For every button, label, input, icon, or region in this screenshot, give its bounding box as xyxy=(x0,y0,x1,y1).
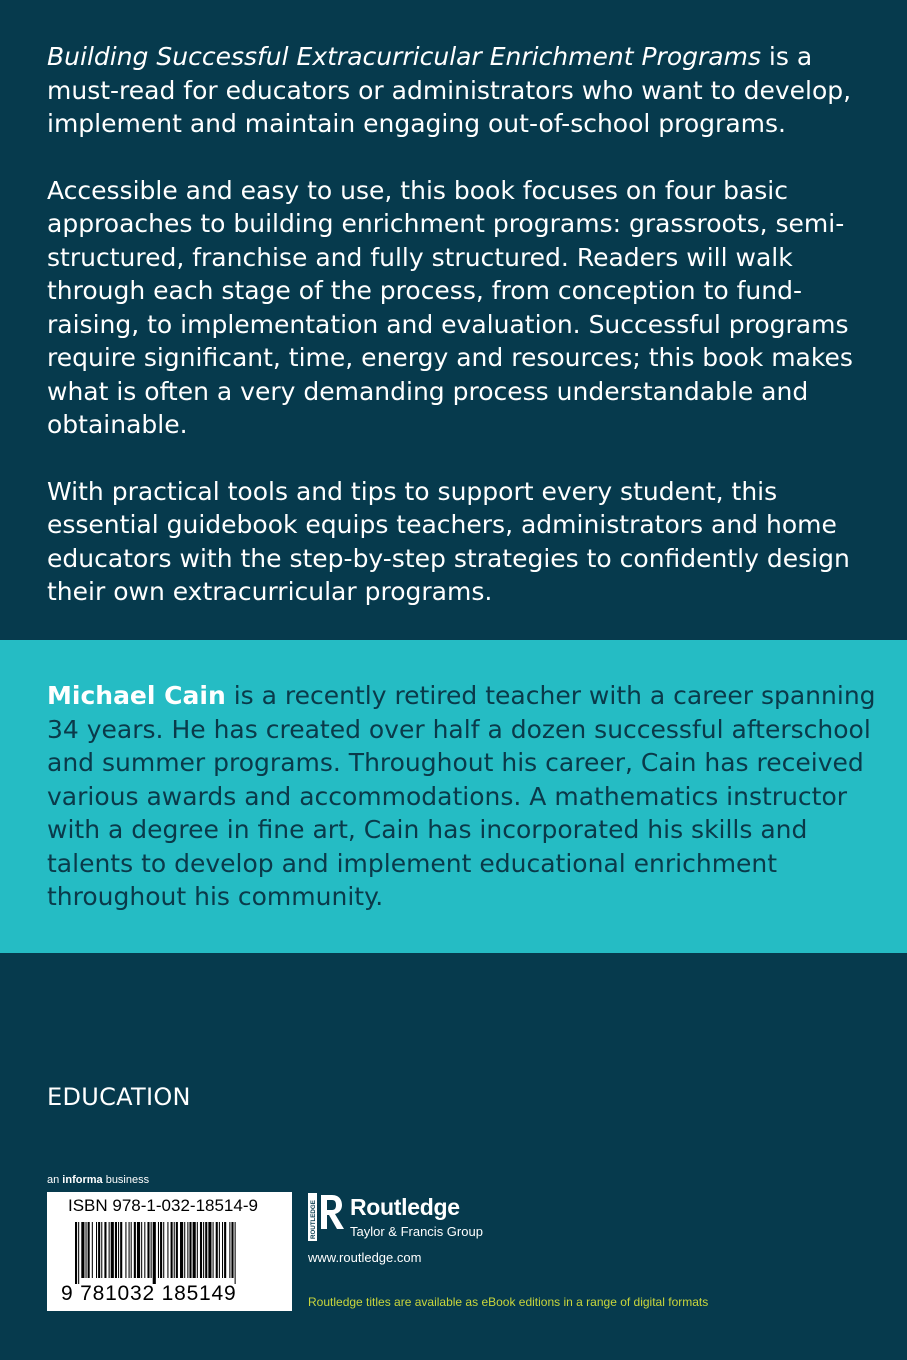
barcode-bar xyxy=(144,1222,145,1278)
barcode-bar xyxy=(216,1222,218,1278)
routledge-logo-letters: ROUTLEDGE xyxy=(309,1200,317,1239)
isbn-barcode xyxy=(47,1192,292,1311)
barcode-bar xyxy=(129,1222,130,1278)
barcode-bar xyxy=(222,1222,223,1278)
barcode-bar xyxy=(200,1222,202,1278)
barcode-bar xyxy=(125,1222,126,1278)
barcode-bar xyxy=(187,1222,188,1278)
barcode-bar xyxy=(81,1222,84,1278)
barcode-bar xyxy=(167,1222,168,1278)
blurb-paragraph-2: Accessible and easy to use, this book focuses on four basic approaches to building enrichment programs: grassroots, semi-structured, franchise and fully structured. Readers will walk through each stage of the process, from conception to fund-raising, to implementation and evaluation. Successful programs require significant, time, energy and resources; this book makes what is often a very demanding process understandable and obtainable. xyxy=(47,175,853,439)
book-title: Building Successful Extracurricular Enrichment Programs xyxy=(47,42,761,71)
publisher-url[interactable]: www.routledge.com xyxy=(308,1250,422,1265)
barcode-bar xyxy=(98,1222,100,1278)
ebook-availability-note: Routledge titles are available as eBook editions in a range of digital formats xyxy=(308,1295,709,1309)
barcode-bar xyxy=(141,1222,142,1278)
barcode-bar xyxy=(208,1222,211,1278)
informa-prefix: an xyxy=(47,1174,63,1186)
barcode-bar xyxy=(92,1222,93,1278)
barcode-bar xyxy=(88,1222,90,1278)
barcode-bar xyxy=(118,1222,119,1278)
barcode-bar xyxy=(163,1222,164,1278)
barcode-bar xyxy=(174,1222,175,1278)
barcode-bar xyxy=(115,1222,117,1278)
barcode-digits: 9 781032 185149 xyxy=(61,1282,237,1305)
isbn-number: ISBN 978-1-032-18514-9 xyxy=(68,1196,258,1215)
barcode-bar xyxy=(120,1222,122,1278)
barcode-bar xyxy=(224,1222,226,1278)
barcode-bar xyxy=(184,1222,185,1278)
informa-suffix: business xyxy=(102,1174,150,1186)
blurb-paragraph-3: With practical tools and tips to support every student, this essential guidebook equips teachers, administrators and home educators with the step-by-step strategies to confidently design their own extracurricular programs. xyxy=(47,476,850,606)
author-bio-band xyxy=(0,640,907,953)
barcode-bar xyxy=(75,1222,77,1284)
barcode-bar xyxy=(193,1222,196,1278)
barcode-bar xyxy=(96,1222,97,1278)
author-bio-text: is a recently retired teacher with a career spanning 34 years. He has created over half a dozen successful afterschool and summer programs. Throughout his career, Cain has received various awards and accommodations. A mathematics instructor with a degree in fine art, Cain has incorporated his skills and talents to develop and implement educational enrichment throughout his community. xyxy=(47,681,876,911)
barcode-bar xyxy=(134,1222,136,1278)
publisher-group: Taylor & Francis Group xyxy=(350,1224,483,1239)
barcode-bar xyxy=(101,1222,102,1278)
barcode-bar xyxy=(205,1222,207,1278)
barcode-bar xyxy=(176,1222,178,1278)
barcode-bar xyxy=(104,1222,106,1278)
barcode-bar xyxy=(180,1222,183,1278)
barcode-bar xyxy=(171,1222,173,1278)
routledge-logo-icon xyxy=(308,1193,348,1241)
barcode-bar xyxy=(137,1222,140,1278)
barcode-bar xyxy=(189,1222,191,1278)
barcode-bar xyxy=(229,1222,230,1278)
informa-business-line xyxy=(47,1174,149,1186)
barcode-bar xyxy=(151,1222,152,1278)
barcode-bar xyxy=(111,1222,114,1278)
barcode-bar xyxy=(219,1222,220,1278)
barcode-bar xyxy=(213,1222,214,1278)
barcode-bar xyxy=(160,1222,162,1278)
author-bio xyxy=(47,679,877,914)
publisher-name: Routledge xyxy=(350,1194,460,1220)
blurb-paragraph-1 xyxy=(47,40,877,141)
subject-category: EDUCATION xyxy=(47,1083,191,1111)
author-name: Michael Cain xyxy=(47,681,226,710)
barcode-bar xyxy=(203,1222,204,1278)
book-description xyxy=(47,40,877,642)
blurb-paragraph-1-text: is a must-read for educators or administrators who want to develop, implement and maintain engaging out-of-school programs. xyxy=(47,42,852,138)
barcode-bar xyxy=(147,1222,149,1278)
barcode-bar xyxy=(231,1222,233,1278)
informa-brand: informa xyxy=(62,1174,103,1186)
barcode-bar xyxy=(86,1222,87,1278)
barcode-bar xyxy=(197,1222,198,1278)
barcode-bar xyxy=(78,1222,79,1284)
barcode-bar xyxy=(153,1222,156,1284)
barcode-icon xyxy=(75,1222,280,1284)
barcode-bar xyxy=(109,1222,110,1278)
barcode-bar xyxy=(131,1222,132,1278)
barcode-bar xyxy=(158,1222,159,1278)
barcode-bar xyxy=(235,1222,236,1284)
